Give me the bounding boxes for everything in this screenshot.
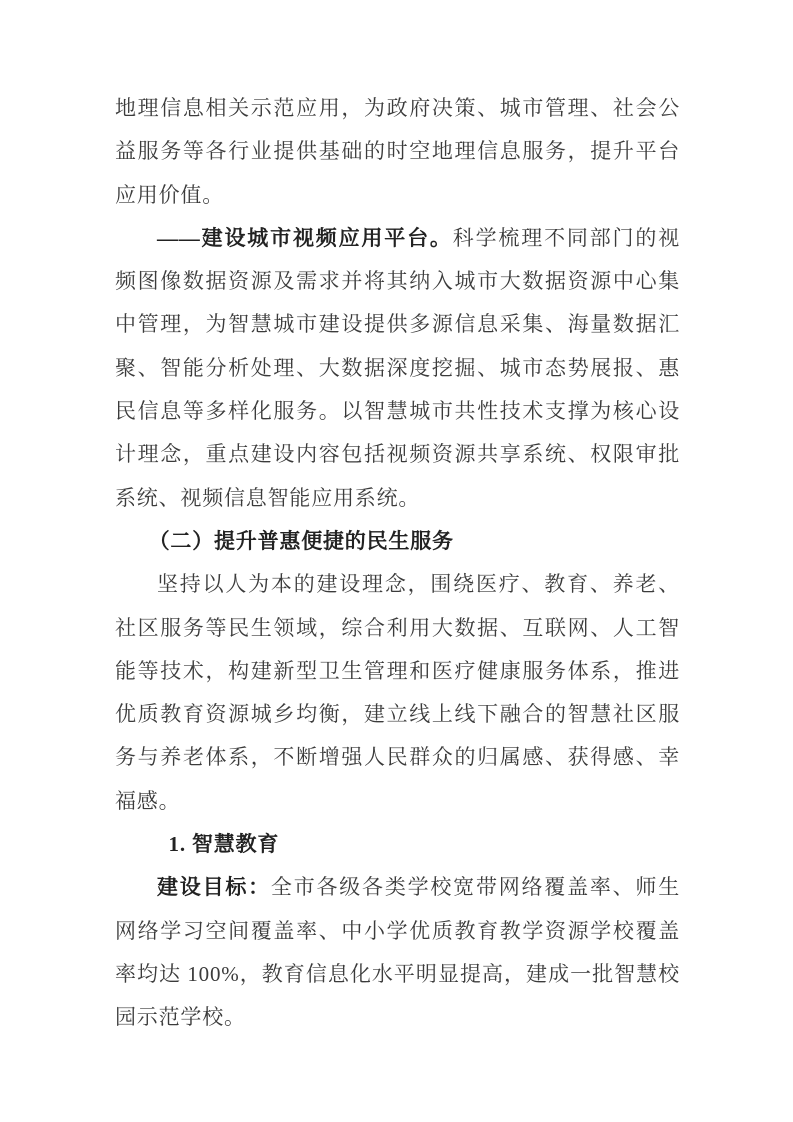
paragraph-lead: 建设目标：	[157, 875, 271, 900]
sub-heading: 1. 智慧教育	[168, 832, 280, 857]
body-paragraph	[115, 87, 680, 217]
paragraph-text: 全市各级各类学校宽带网络覆盖率、师生网络学习空间覆盖率、中小学优质教育教学资源学校覆盖率均达 100%，教育信息化水平明显提高，建成一批智慧校园示范学校。	[115, 875, 681, 1030]
paragraph-text: 坚持以人为本的建设理念，围绕医疗、教育、养老、社区服务等民生领域，综合利用大数据、互联网、人工智能等技术，构建新型卫生管理和医疗健康服务体系，推进优质教育资源城乡均衡，建立线上线下融合的智慧社区服务与养老体系，不断增强人民群众的归属感、获得感、幸福感。	[115, 572, 680, 813]
section-heading: （二）提升普惠便捷的民生服务	[148, 528, 454, 553]
paragraph-lead: ——建设城市视频应用平台。	[157, 225, 453, 250]
body-paragraph	[115, 563, 680, 823]
body-paragraph	[115, 217, 680, 520]
paragraph-text: 地理信息相关示范应用，为政府决策、城市管理、社会公益服务等各行业提供基础的时空地理信息服务，提升平台应用价值。	[115, 96, 680, 207]
paragraph-text: 科学梳理不同部门的视频图像数据资源及需求并将其纳入城市大数据资源中心集中管理，为智慧城市建设提供多源信息采集、海量数据汇聚、智能分析处理、大数据深度挖掘、城市态势展报、惠民信息等多样化服务。以智慧城市共性技术支撑为核心设计理念，重点建设内容包括视频资源共享系统、权限审批系统、视频信息智能应用系统。	[115, 225, 681, 510]
document-body	[115, 87, 680, 1040]
body-paragraph	[115, 866, 680, 1039]
